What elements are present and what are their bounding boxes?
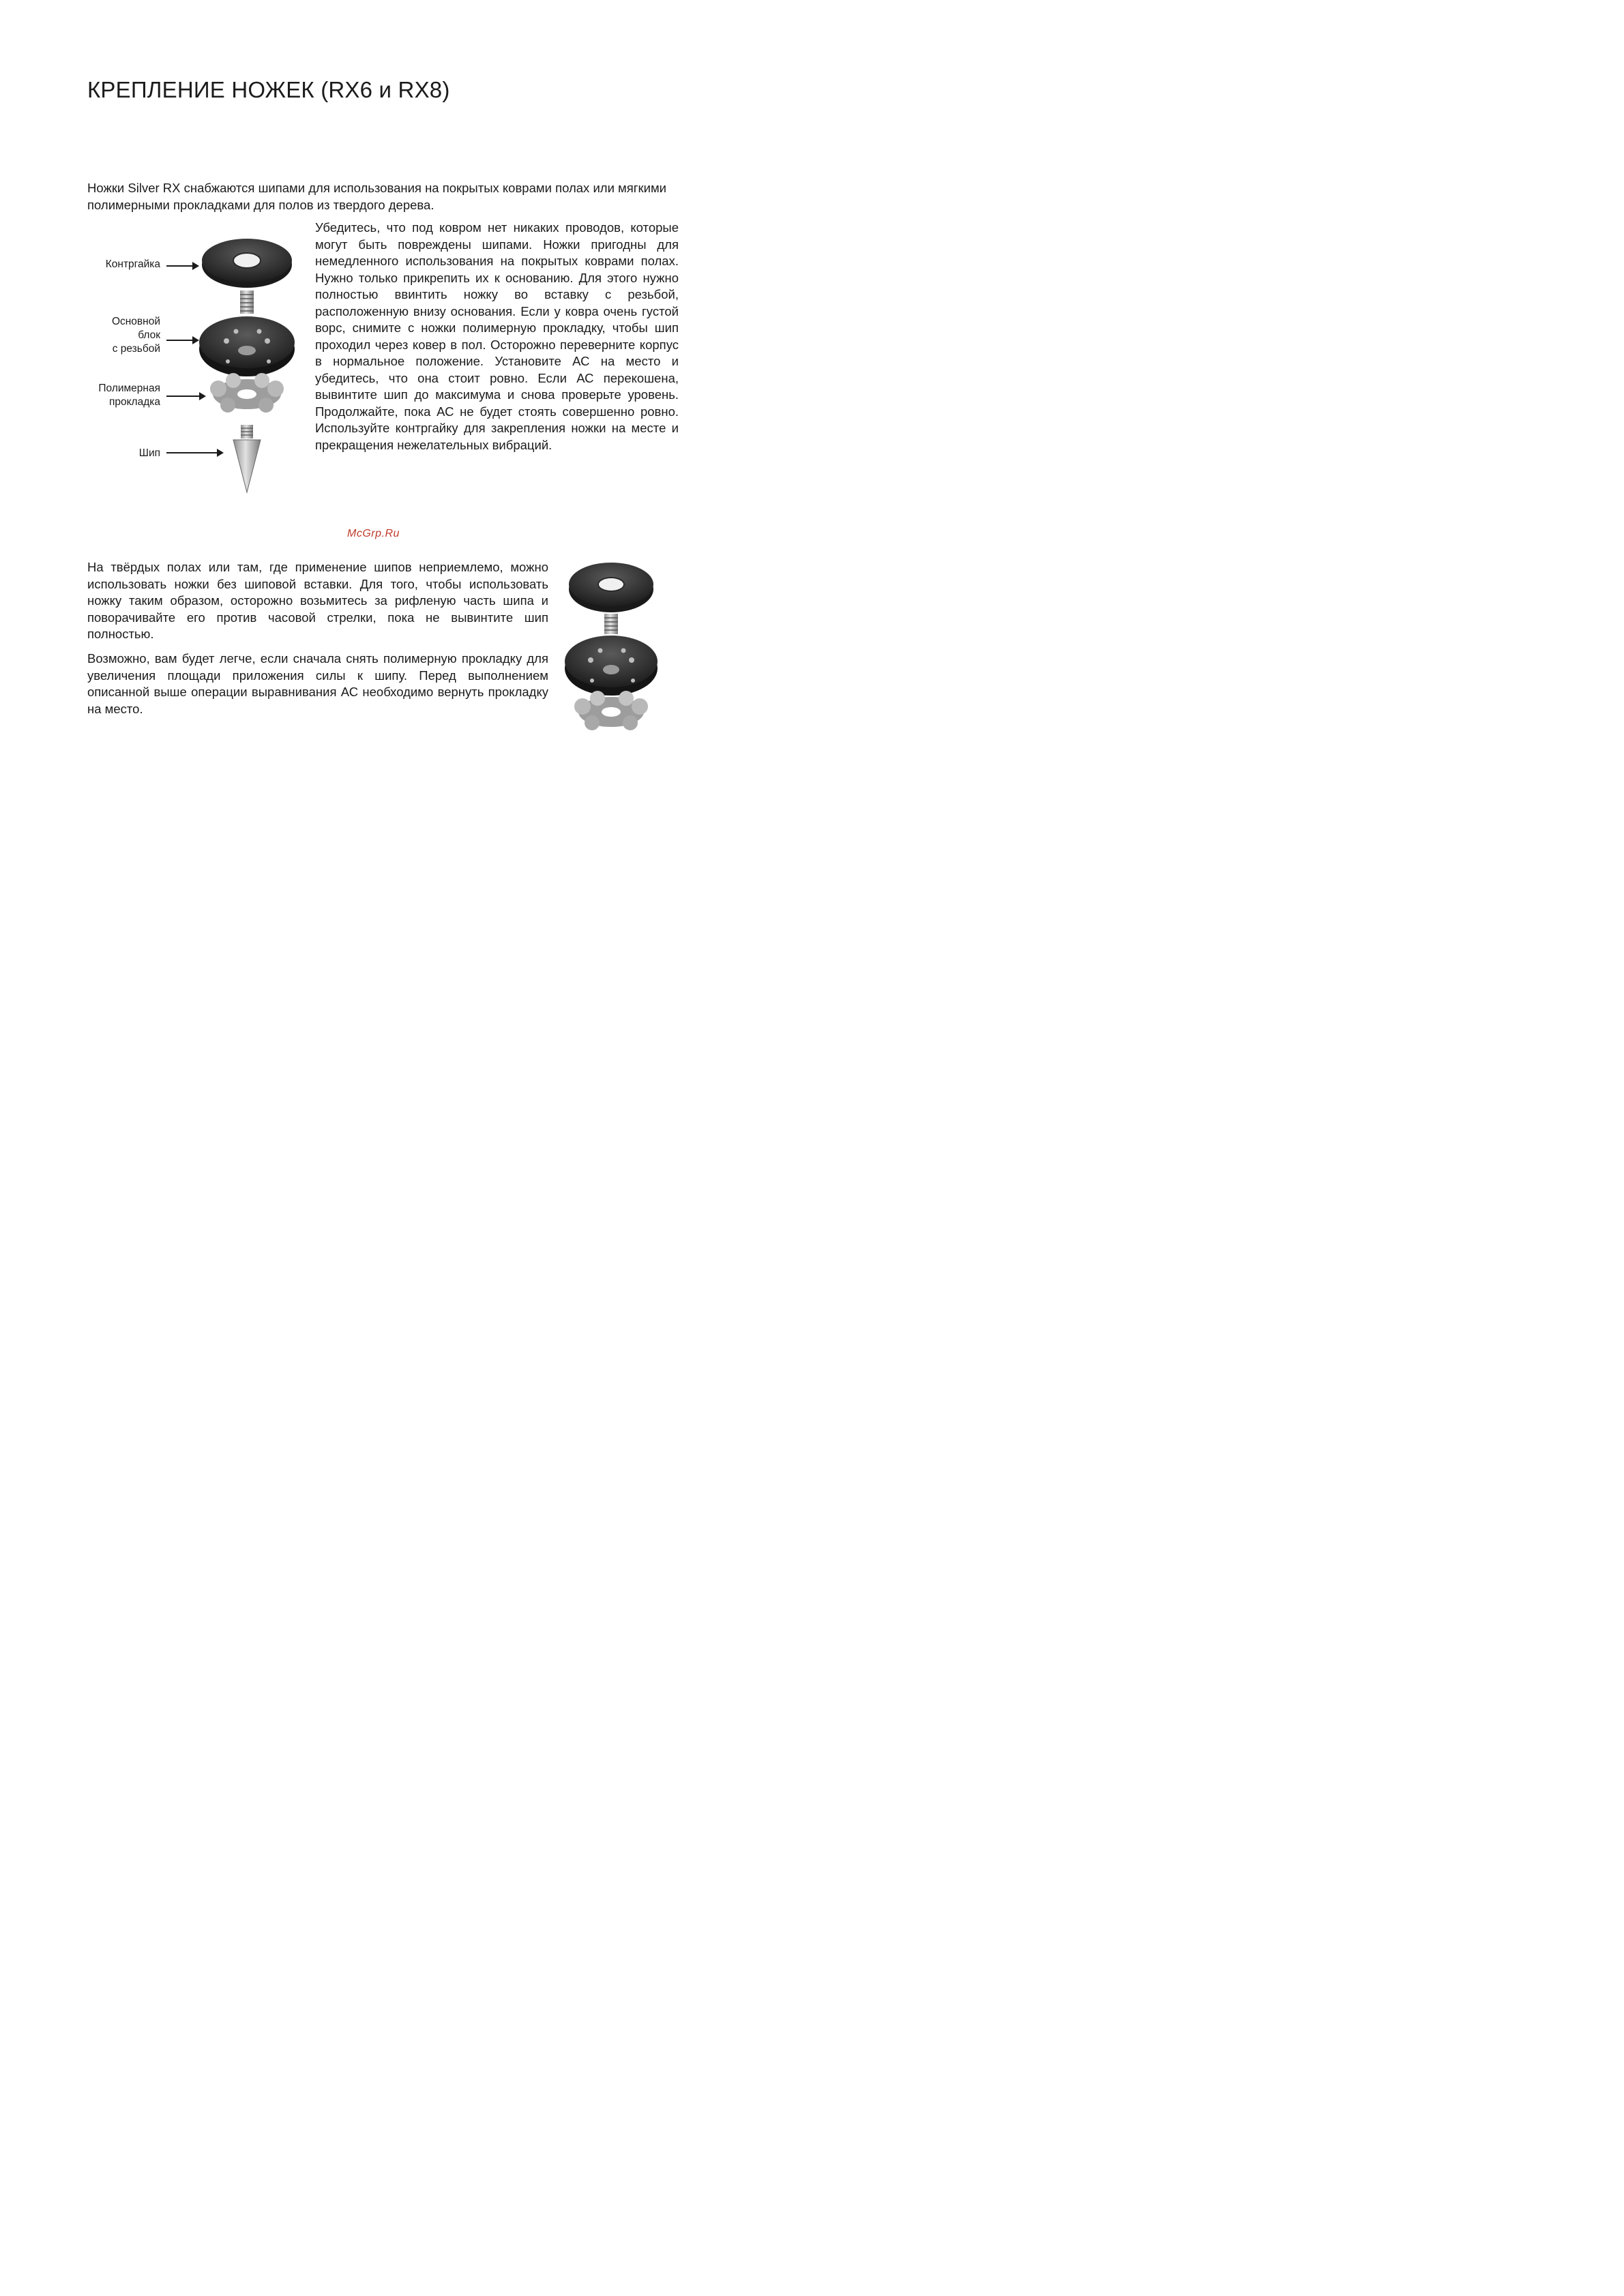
label-pad-line-1: Полимерная [98, 383, 160, 394]
arrow-threaded-block [166, 340, 195, 341]
label-spike: Шип [138, 447, 160, 459]
label-threaded-block-line-3: с резьбой [112, 343, 160, 355]
label-pad [78, 382, 160, 409]
thread-part-2 [604, 614, 618, 634]
threaded-block-part [199, 316, 295, 376]
label-threaded-block-line-1: Основной [111, 316, 160, 327]
foot-parts-illustration [198, 232, 300, 494]
body-paragraph-1: Убедитесь, что под ковром нет никаких проводов, которые могут быть повреждены шипами. Ножки пригодны для немедленного использования на покрытых коврами полах. Нужно только прикрепить их к основанию. Для этого нужно полностью ввинтить ножку во вставку с резьбой, расположенную внизу основания. Если у ковра очень густой ворс, снимите с ножки полимерную прокладку, чтобы шип проходил через ковер в пол. Осторожно переверните корпус в нормальное положение. Установите АС на место и убедитесь, что она стоит ровно. Если АС перекошена, вывинтите шип до максимума и снова проверьте уровень. Продолжайте, пока АС не будет стоять совершенно ровно. Используйте контргайку для закрепления ножки на месте и прекращения нежелательных вибраций. [315, 220, 679, 452]
locknut-part-2 [569, 563, 653, 612]
foot-without-spike-illustration [563, 554, 666, 738]
threaded-block-part-2 [565, 636, 658, 696]
label-threaded-block-line-2: блок [138, 329, 160, 341]
label-pad-line-2: прокладка [108, 396, 160, 408]
label-locknut: Контргайка [105, 258, 160, 270]
locknut-part [202, 239, 292, 288]
page-title: КРЕПЛЕНИЕ НОЖЕК (RX6 и RX8) [87, 77, 450, 102]
arrow-locknut [166, 265, 195, 267]
polymer-pad-part-2 [574, 691, 648, 730]
watermark: McGrp.Ru [347, 528, 400, 539]
spike-part [233, 425, 261, 492]
body-paragraph-3: Возможно, вам будет легче, если сначала снять полимерную прокладку для увеличения площади приложения силы к шипу. Перед выполнением описанной выше операции выравнивания АС необходимо вернуть прокладку на место. [87, 651, 548, 716]
body-paragraph-2: На твёрдых полах или там, где применение шипов неприемлемо, можно использовать ножки без шиповой вставки. Для того, чтобы использовать ножку таким образом, осторожно возьмитесь за рифленую часть шипа и поворачивайте его против часовой стрелки, пока не вывинтите шип полностью. [87, 560, 548, 641]
label-threaded-block [78, 315, 160, 356]
arrow-pad [166, 396, 202, 397]
polymer-pad-part [210, 373, 284, 413]
thread-part [240, 290, 254, 314]
intro-paragraph: Ножки Silver RX снабжаются шипами для использования на покрытых коврами полах или мягкими полимерными прокладками для полов из твердого дерева. [87, 181, 667, 212]
